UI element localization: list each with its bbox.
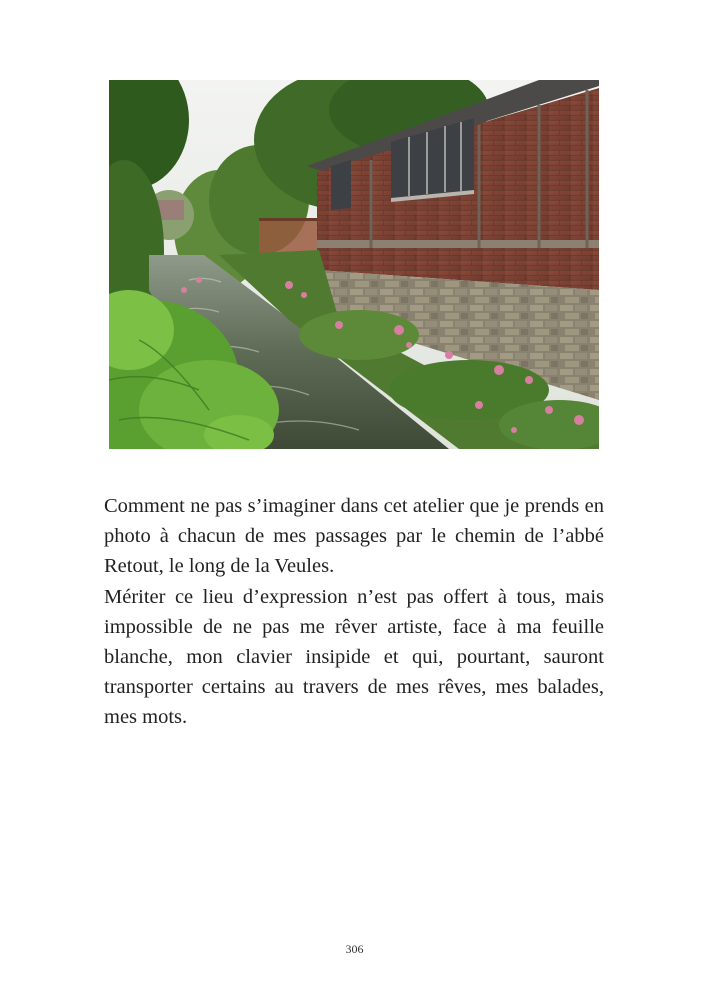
- paragraph: Comment ne pas s’imaginer dans cet atelier que je prends en photo à chacun de mes passages par le chemin de l’abbé Retout, le long de la Veules.: [104, 495, 604, 578]
- riverside-brick-workshop-photo: [109, 80, 599, 449]
- body-text: [104, 491, 604, 733]
- paragraph: Mériter ce lieu d’expression n’est pas offert à tous, mais impossible de ne pas me rêver artiste, face à ma feuille blanche, mon clavier insipide et qui, pourtant, sauront transporter certains au travers de mes rêves, mes balades, mes mots.: [104, 585, 604, 729]
- page-number: 306: [345, 942, 364, 956]
